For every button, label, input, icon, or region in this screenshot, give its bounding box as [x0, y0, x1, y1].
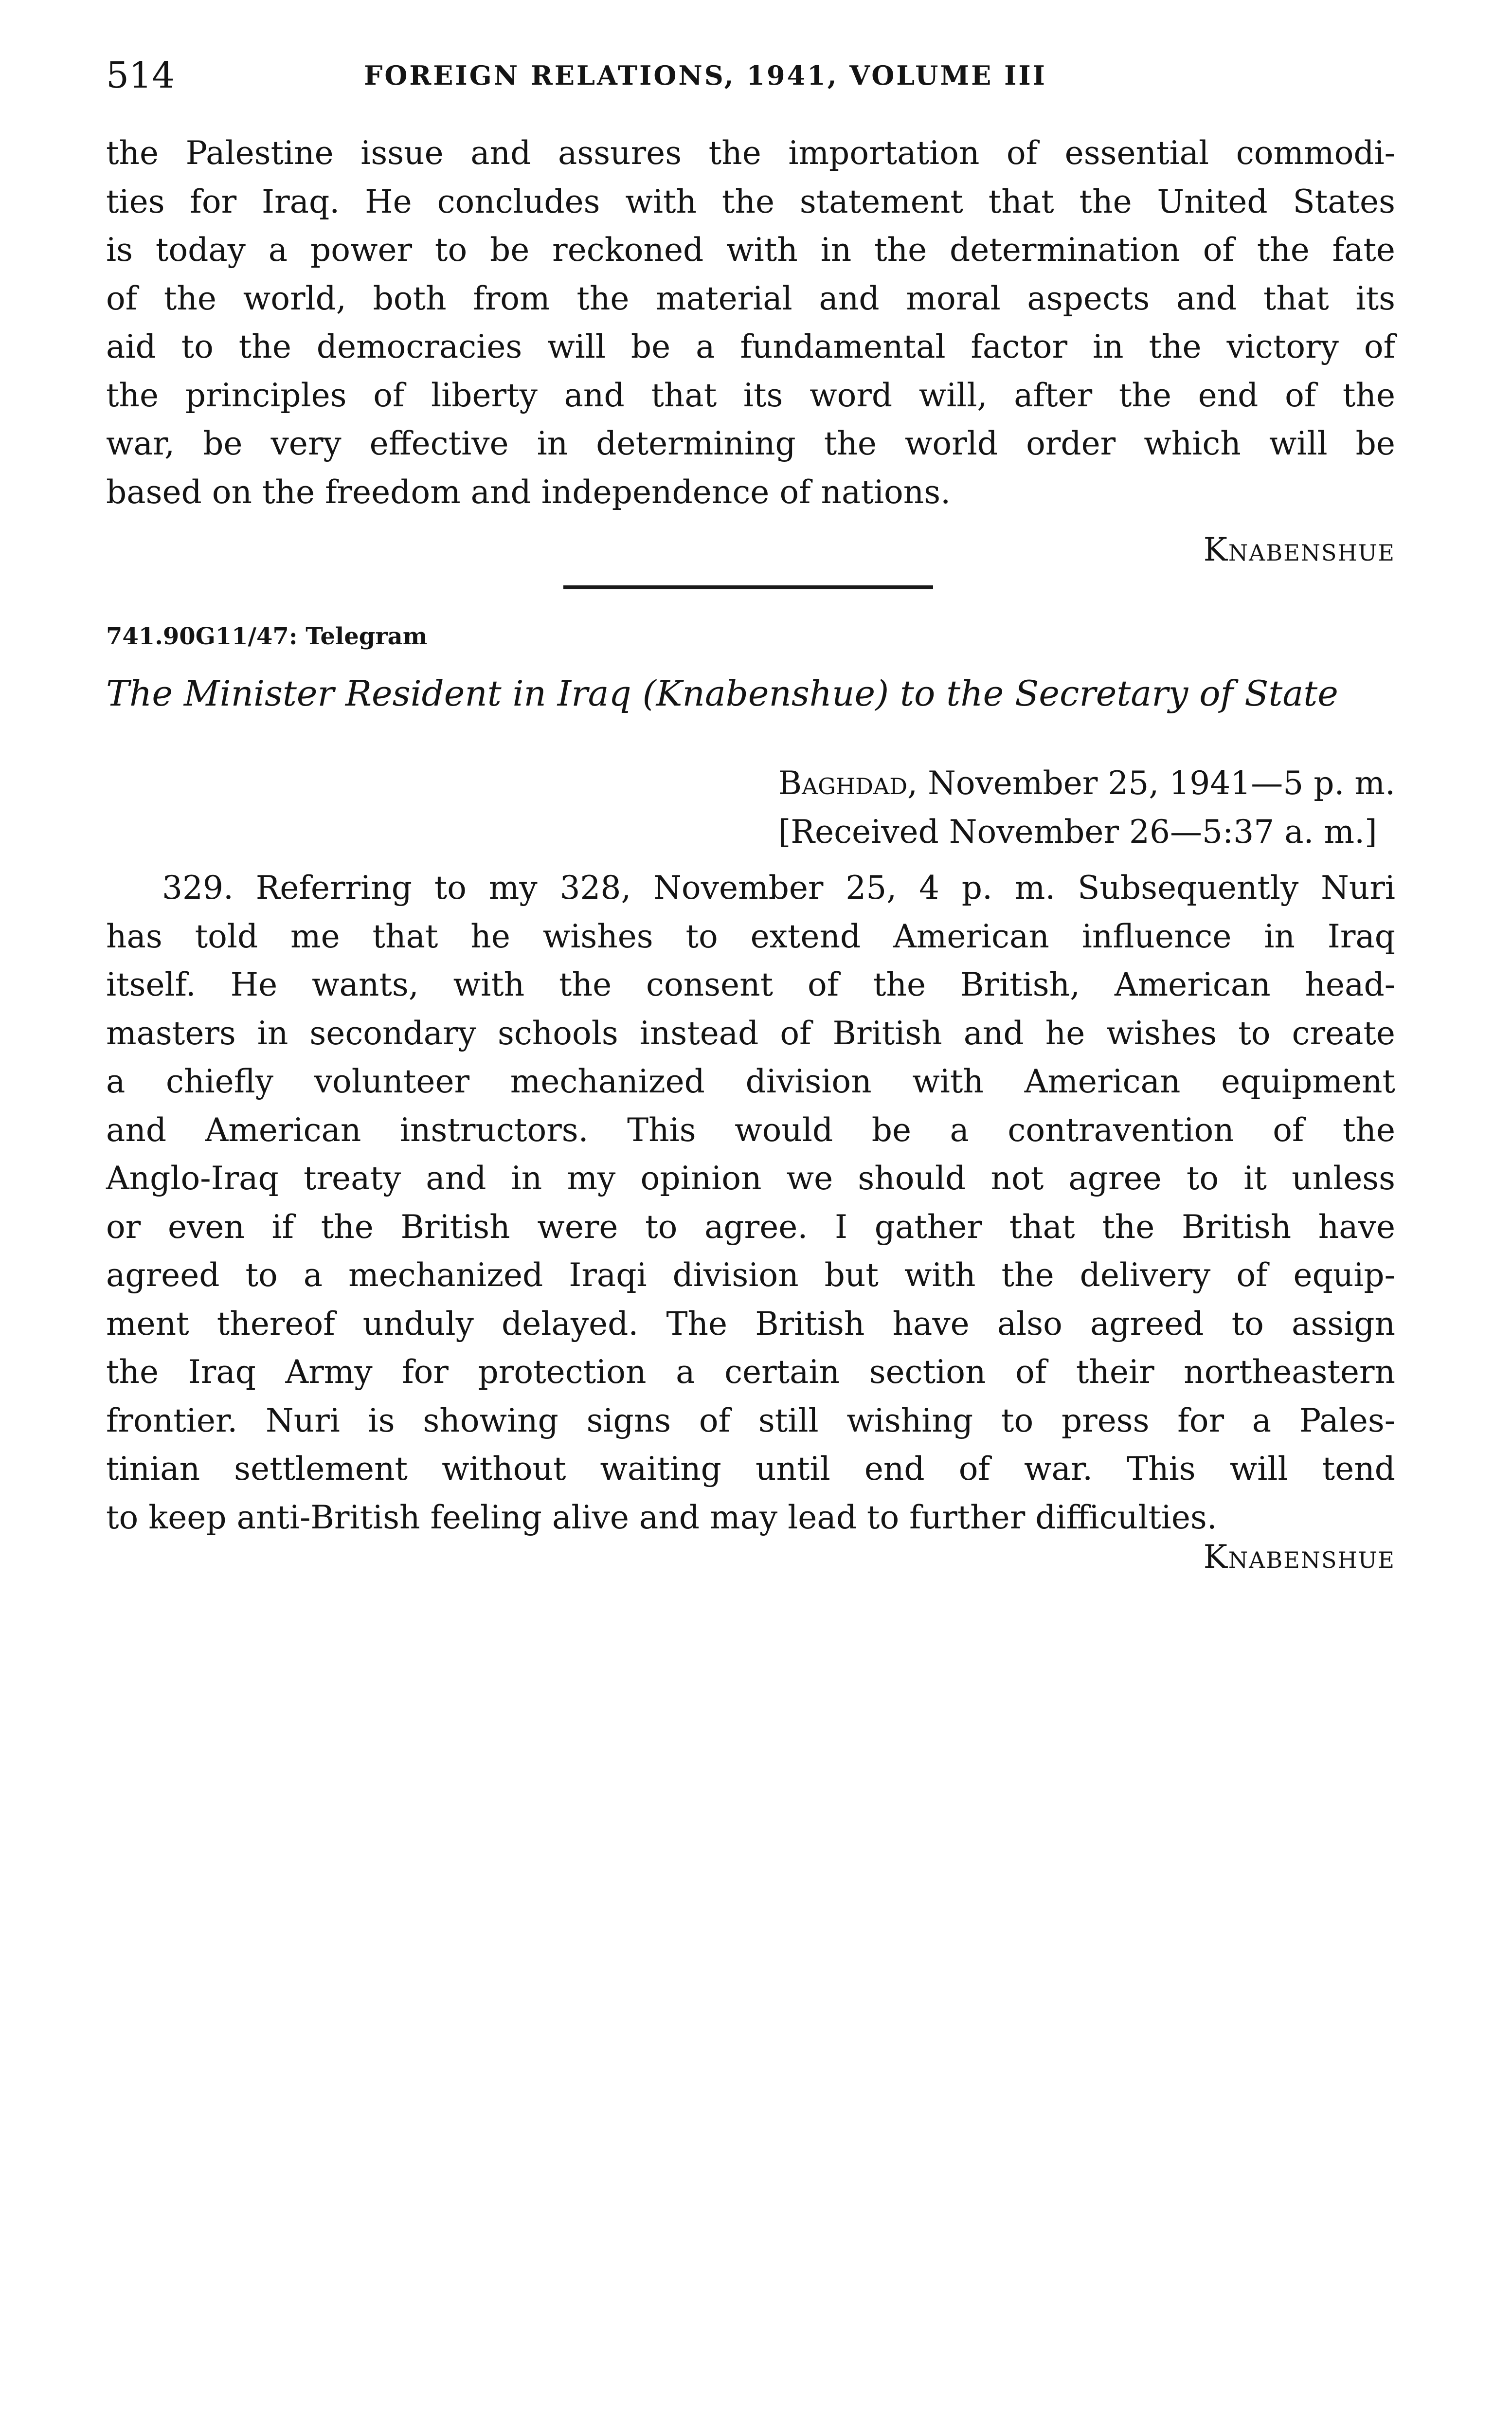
document-title: The Minister Resident in Iraq (Knabenshue) to the Secretary of State	[106, 673, 1338, 714]
paragraph-line: the Iraq Army for protection a certain section of their northeastern	[106, 1353, 1395, 1391]
continuation-paragraph	[106, 129, 1395, 516]
paragraph-line: has told me that he wishes to extend American influence in Iraq	[106, 917, 1395, 955]
paragraph-line: tinian settlement without waiting until end of war. This will tend	[106, 1450, 1395, 1488]
paragraph-line: of the world, both from the material and moral aspects and that its	[106, 279, 1395, 317]
dateline-date: , November 25, 1941—5 p. m.	[907, 764, 1395, 802]
paragraph-line: based on the freedom and independence of nations.	[106, 473, 951, 511]
paragraph-line: itself. He wants, with the consent of the British, American head-	[106, 966, 1395, 1003]
dateline	[778, 759, 1395, 856]
paragraph-line: ment thereof unduly delayed. The British have also agreed to assign	[106, 1305, 1395, 1343]
running-head: FOREIGN RELATIONS, 1941, VOLUME III	[364, 60, 1047, 91]
signature: Knabenshue	[1203, 1538, 1395, 1576]
paragraph-line: the Palestine issue and assures the importation of essential commodi-	[106, 134, 1395, 172]
telegram-body	[106, 864, 1395, 1542]
paragraph-line: war, be very effective in determining the world order which will be	[106, 425, 1395, 462]
dateline-sent	[778, 759, 1395, 808]
signature: Knabenshue	[1203, 531, 1395, 568]
paragraph-line: is today a power to be reckoned with in the determination of the fate	[106, 231, 1395, 269]
paragraph-line: aid to the democracies will be a fundamental factor in the victory of	[106, 328, 1395, 365]
paragraph-line: or even if the British were to agree. I gather that the British have	[106, 1208, 1395, 1246]
paragraph-line: to keep anti-British feeling alive and may lead to further difficulties.	[106, 1498, 1217, 1536]
page-number: 514	[106, 54, 175, 96]
dateline-place: Baghdad	[778, 764, 908, 802]
paragraph-line: ties for Iraq. He concludes with the statement that the United States	[106, 182, 1395, 220]
paragraph-line: the principles of liberty and that its word will, after the end of the	[106, 376, 1395, 414]
paragraph-line: frontier. Nuri is showing signs of still wishing to press for a Pales-	[106, 1401, 1395, 1439]
paragraph-line: Anglo-Iraq treaty and in my opinion we should not agree to it unless	[106, 1160, 1395, 1197]
paragraph-line: and American instructors. This would be a contravention of the	[106, 1111, 1395, 1149]
paragraph-line: 329. Referring to my 328, November 25, 4 p. m. Subsequently Nuri	[162, 869, 1395, 907]
paragraph-line: masters in secondary schools instead of British and he wishes to create	[106, 1014, 1395, 1052]
paragraph-line: a chiefly volunteer mechanized division with American equipment	[106, 1063, 1395, 1100]
dateline-received: [Received November 26—5:37 a. m.]	[778, 813, 1377, 851]
paragraph-line: agreed to a mechanized Iraqi division but with the delivery of equip-	[106, 1256, 1395, 1294]
section-divider	[563, 585, 933, 589]
file-number: 741.90G11/47: Telegram	[106, 623, 428, 650]
page-header	[106, 51, 1395, 100]
